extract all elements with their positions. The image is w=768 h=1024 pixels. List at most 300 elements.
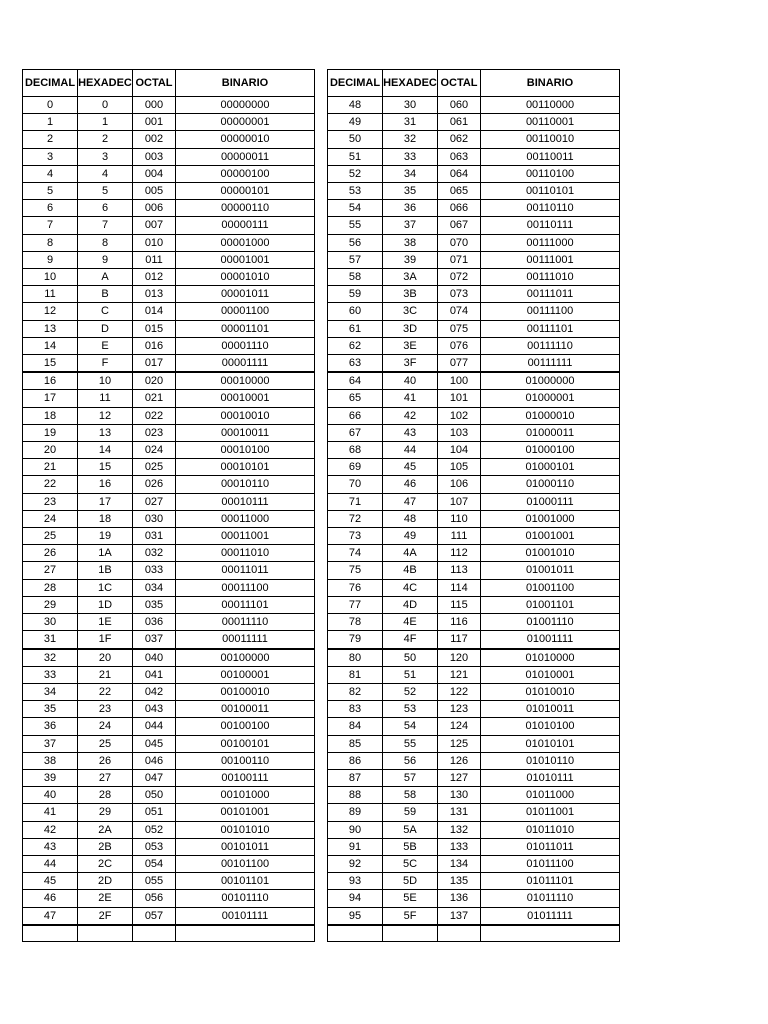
cell-octal: 022 xyxy=(133,407,176,424)
cell-decimal: 45 xyxy=(23,873,78,890)
table-row xyxy=(23,372,315,390)
cell-octal: 075 xyxy=(438,320,481,337)
cell-octal: 122 xyxy=(438,683,481,700)
cell-octal: 123 xyxy=(438,701,481,718)
cell-decimal: 66 xyxy=(328,407,383,424)
cell-octal: 073 xyxy=(438,286,481,303)
cell-binario: 00011111 xyxy=(176,631,315,649)
cell-decimal: 6 xyxy=(23,200,78,217)
cell-hexadec: 56 xyxy=(383,752,438,769)
cell-hexadec: 50 xyxy=(383,649,438,667)
table-row xyxy=(23,355,315,373)
cell-hexadec: 3D xyxy=(383,320,438,337)
cell-hexadec: 46 xyxy=(383,476,438,493)
table-row xyxy=(328,907,620,925)
cell-hexadec: 45 xyxy=(383,459,438,476)
cell-binario: 01010011 xyxy=(481,701,620,718)
cell-decimal: 27 xyxy=(23,562,78,579)
cell-binario: 01010010 xyxy=(481,683,620,700)
cell-octal: 043 xyxy=(133,701,176,718)
table-row xyxy=(328,631,620,649)
cell-hexadec: 2D xyxy=(78,873,133,890)
cell-binario: 00101101 xyxy=(176,873,315,890)
cell-decimal: 14 xyxy=(23,337,78,354)
cell-octal: 121 xyxy=(438,666,481,683)
cell-octal: 103 xyxy=(438,424,481,441)
table-row xyxy=(328,804,620,821)
cell-binario: 01011111 xyxy=(481,907,620,925)
cell-hexadec: 22 xyxy=(78,683,133,700)
cell-octal: 101 xyxy=(438,390,481,407)
cell-hexadec: 48 xyxy=(383,510,438,527)
cell-hexadec: 2 xyxy=(78,131,133,148)
cell-binario: 01000011 xyxy=(481,424,620,441)
table-row xyxy=(328,528,620,545)
cell-hexadec: 1B xyxy=(78,562,133,579)
table-row xyxy=(328,424,620,441)
cell-octal: 027 xyxy=(133,493,176,510)
cell-octal: 133 xyxy=(438,838,481,855)
cell-binario: 00101111 xyxy=(176,907,315,925)
cell-octal: 032 xyxy=(133,545,176,562)
header-row xyxy=(328,70,620,97)
cell-decimal: 47 xyxy=(23,907,78,925)
cell-decimal: 25 xyxy=(23,528,78,545)
table-row xyxy=(23,631,315,649)
cell-decimal: 28 xyxy=(23,579,78,596)
cell-octal: 054 xyxy=(133,855,176,872)
cell-binario: 01001001 xyxy=(481,528,620,545)
cell-binario: 01011011 xyxy=(481,838,620,855)
header-hexadec: HEXADEC xyxy=(383,70,438,97)
table-row xyxy=(328,614,620,631)
cell-binario: 01010001 xyxy=(481,666,620,683)
cell-binario: 01011010 xyxy=(481,821,620,838)
cell-hexadec: 16 xyxy=(78,476,133,493)
cell-decimal: 59 xyxy=(328,286,383,303)
header-decimal: DECIMAL xyxy=(23,70,78,97)
table-row xyxy=(23,804,315,821)
cell-binario: 00000110 xyxy=(176,200,315,217)
blank-cell xyxy=(438,925,481,942)
cell-binario: 00000010 xyxy=(176,131,315,148)
cell-hexadec: 5B xyxy=(383,838,438,855)
cell-binario: 00000100 xyxy=(176,165,315,182)
cell-octal: 100 xyxy=(438,372,481,390)
cell-octal: 034 xyxy=(133,579,176,596)
cell-octal: 132 xyxy=(438,821,481,838)
cell-octal: 061 xyxy=(438,114,481,131)
cell-binario: 01000110 xyxy=(481,476,620,493)
cell-decimal: 85 xyxy=(328,735,383,752)
cell-decimal: 69 xyxy=(328,459,383,476)
cell-octal: 104 xyxy=(438,442,481,459)
cell-decimal: 56 xyxy=(328,234,383,251)
cell-decimal: 4 xyxy=(23,165,78,182)
cell-octal: 006 xyxy=(133,200,176,217)
cell-decimal: 52 xyxy=(328,165,383,182)
cell-hexadec: B xyxy=(78,286,133,303)
cell-decimal: 60 xyxy=(328,303,383,320)
cell-hexadec: 30 xyxy=(383,97,438,114)
cell-binario: 00001000 xyxy=(176,234,315,251)
cell-decimal: 34 xyxy=(23,683,78,700)
cell-octal: 124 xyxy=(438,718,481,735)
cell-binario: 00010111 xyxy=(176,493,315,510)
table-row xyxy=(23,821,315,838)
table-row xyxy=(328,251,620,268)
cell-binario: 00010010 xyxy=(176,407,315,424)
cell-decimal: 82 xyxy=(328,683,383,700)
cell-decimal: 49 xyxy=(328,114,383,131)
cell-hexadec: 4C xyxy=(383,579,438,596)
header-decimal: DECIMAL xyxy=(328,70,383,97)
cell-decimal: 21 xyxy=(23,459,78,476)
cell-decimal: 30 xyxy=(23,614,78,631)
cell-octal: 020 xyxy=(133,372,176,390)
cell-octal: 137 xyxy=(438,907,481,925)
table-row xyxy=(23,614,315,631)
cell-decimal: 13 xyxy=(23,320,78,337)
cell-binario: 00011001 xyxy=(176,528,315,545)
blank-cell xyxy=(23,925,78,942)
cell-decimal: 93 xyxy=(328,873,383,890)
cell-binario: 00101010 xyxy=(176,821,315,838)
cell-hexadec: 3E xyxy=(383,337,438,354)
cell-binario: 00110000 xyxy=(481,97,620,114)
cell-hexadec: 52 xyxy=(383,683,438,700)
cell-hexadec: 41 xyxy=(383,390,438,407)
cell-hexadec: 2B xyxy=(78,838,133,855)
cell-binario: 01010110 xyxy=(481,752,620,769)
cell-hexadec: 47 xyxy=(383,493,438,510)
cell-binario: 01000010 xyxy=(481,407,620,424)
blank-row xyxy=(328,925,620,942)
cell-octal: 044 xyxy=(133,718,176,735)
cell-decimal: 89 xyxy=(328,804,383,821)
cell-binario: 00110011 xyxy=(481,148,620,165)
cell-decimal: 62 xyxy=(328,337,383,354)
cell-octal: 012 xyxy=(133,269,176,286)
cell-hexadec: 8 xyxy=(78,234,133,251)
table-row xyxy=(23,424,315,441)
cell-decimal: 24 xyxy=(23,510,78,527)
cell-octal: 071 xyxy=(438,251,481,268)
cell-decimal: 75 xyxy=(328,562,383,579)
cell-decimal: 80 xyxy=(328,649,383,667)
cell-decimal: 31 xyxy=(23,631,78,649)
table-row xyxy=(328,510,620,527)
cell-hexadec: 54 xyxy=(383,718,438,735)
table-row xyxy=(23,320,315,337)
cell-decimal: 58 xyxy=(328,269,383,286)
cell-decimal: 90 xyxy=(328,821,383,838)
cell-decimal: 94 xyxy=(328,890,383,907)
cell-binario: 00110100 xyxy=(481,165,620,182)
cell-binario: 00001001 xyxy=(176,251,315,268)
cell-decimal: 51 xyxy=(328,148,383,165)
cell-binario: 00000011 xyxy=(176,148,315,165)
cell-binario: 01000101 xyxy=(481,459,620,476)
cell-hexadec: 28 xyxy=(78,787,133,804)
table-row xyxy=(328,855,620,872)
cell-hexadec: 43 xyxy=(383,424,438,441)
cell-decimal: 1 xyxy=(23,114,78,131)
table-row xyxy=(23,390,315,407)
table-row xyxy=(328,787,620,804)
cell-hexadec: 3A xyxy=(383,269,438,286)
table-row xyxy=(23,251,315,268)
cell-binario: 00000001 xyxy=(176,114,315,131)
cell-binario: 01001010 xyxy=(481,545,620,562)
cell-decimal: 46 xyxy=(23,890,78,907)
cell-decimal: 22 xyxy=(23,476,78,493)
cell-decimal: 53 xyxy=(328,183,383,200)
blank-cell xyxy=(176,925,315,942)
cell-hexadec: F xyxy=(78,355,133,373)
cell-octal: 115 xyxy=(438,596,481,613)
cell-binario: 00011101 xyxy=(176,596,315,613)
cell-hexadec: 1C xyxy=(78,579,133,596)
cell-decimal: 8 xyxy=(23,234,78,251)
cell-binario: 00101000 xyxy=(176,787,315,804)
cell-octal: 064 xyxy=(438,165,481,182)
cell-binario: 00001010 xyxy=(176,269,315,286)
cell-octal: 076 xyxy=(438,337,481,354)
cell-binario: 00010000 xyxy=(176,372,315,390)
cell-decimal: 18 xyxy=(23,407,78,424)
cell-octal: 051 xyxy=(133,804,176,821)
table-row xyxy=(328,683,620,700)
table-row xyxy=(23,528,315,545)
cell-hexadec: 39 xyxy=(383,251,438,268)
cell-binario: 00000000 xyxy=(176,97,315,114)
cell-octal: 106 xyxy=(438,476,481,493)
cell-hexadec: 37 xyxy=(383,217,438,234)
table-row xyxy=(328,355,620,373)
table-row xyxy=(328,476,620,493)
cell-octal: 050 xyxy=(133,787,176,804)
cell-binario: 00011100 xyxy=(176,579,315,596)
cell-decimal: 38 xyxy=(23,752,78,769)
cell-decimal: 57 xyxy=(328,251,383,268)
cell-octal: 037 xyxy=(133,631,176,649)
cell-hexadec: 10 xyxy=(78,372,133,390)
cell-hexadec: 5C xyxy=(383,855,438,872)
cell-hexadec: 38 xyxy=(383,234,438,251)
cell-hexadec: E xyxy=(78,337,133,354)
table-row xyxy=(23,114,315,131)
cell-octal: 052 xyxy=(133,821,176,838)
cell-hexadec: 23 xyxy=(78,701,133,718)
header-binario: BINARIO xyxy=(481,70,620,97)
cell-decimal: 20 xyxy=(23,442,78,459)
cell-hexadec: 53 xyxy=(383,701,438,718)
cell-hexadec: 3B xyxy=(383,286,438,303)
table-row xyxy=(23,337,315,354)
cell-decimal: 74 xyxy=(328,545,383,562)
table-row xyxy=(23,649,315,667)
cell-octal: 021 xyxy=(133,390,176,407)
cell-binario: 00010100 xyxy=(176,442,315,459)
cell-octal: 105 xyxy=(438,459,481,476)
cell-binario: 01000100 xyxy=(481,442,620,459)
cell-decimal: 73 xyxy=(328,528,383,545)
cell-hexadec: 24 xyxy=(78,718,133,735)
table-row xyxy=(328,407,620,424)
cell-hexadec: 5D xyxy=(383,873,438,890)
cell-binario: 00111001 xyxy=(481,251,620,268)
table-row xyxy=(328,390,620,407)
table-row xyxy=(23,200,315,217)
cell-hexadec: 32 xyxy=(383,131,438,148)
cell-decimal: 33 xyxy=(23,666,78,683)
cell-hexadec: 2E xyxy=(78,890,133,907)
table-row xyxy=(328,165,620,182)
cell-binario: 00111010 xyxy=(481,269,620,286)
cell-binario: 00110010 xyxy=(481,131,620,148)
table-row xyxy=(23,666,315,683)
cell-binario: 00111101 xyxy=(481,320,620,337)
cell-octal: 000 xyxy=(133,97,176,114)
cell-octal: 130 xyxy=(438,787,481,804)
table-row xyxy=(23,303,315,320)
cell-binario: 00100110 xyxy=(176,752,315,769)
cell-decimal: 41 xyxy=(23,804,78,821)
table-row xyxy=(328,701,620,718)
table-row xyxy=(328,579,620,596)
cell-octal: 003 xyxy=(133,148,176,165)
table-row xyxy=(23,873,315,890)
cell-decimal: 5 xyxy=(23,183,78,200)
table-row xyxy=(328,649,620,667)
table-row xyxy=(23,838,315,855)
cell-decimal: 0 xyxy=(23,97,78,114)
cell-octal: 125 xyxy=(438,735,481,752)
cell-binario: 01011101 xyxy=(481,873,620,890)
cell-octal: 060 xyxy=(438,97,481,114)
cell-decimal: 70 xyxy=(328,476,383,493)
cell-binario: 00010011 xyxy=(176,424,315,441)
cell-octal: 135 xyxy=(438,873,481,890)
cell-decimal: 7 xyxy=(23,217,78,234)
table-row xyxy=(328,442,620,459)
cell-decimal: 42 xyxy=(23,821,78,838)
cell-decimal: 23 xyxy=(23,493,78,510)
table-row xyxy=(23,183,315,200)
cell-octal: 117 xyxy=(438,631,481,649)
cell-decimal: 54 xyxy=(328,200,383,217)
conversion-table-right xyxy=(327,69,620,942)
table-row xyxy=(328,337,620,354)
cell-binario: 00111011 xyxy=(481,286,620,303)
cell-decimal: 92 xyxy=(328,855,383,872)
cell-octal: 040 xyxy=(133,649,176,667)
cell-binario: 00111100 xyxy=(481,303,620,320)
cell-hexadec: 27 xyxy=(78,769,133,786)
cell-hexadec: 1A xyxy=(78,545,133,562)
cell-binario: 01001011 xyxy=(481,562,620,579)
cell-hexadec: 3 xyxy=(78,148,133,165)
cell-octal: 111 xyxy=(438,528,481,545)
cell-hexadec: 14 xyxy=(78,442,133,459)
cell-octal: 016 xyxy=(133,337,176,354)
cell-octal: 134 xyxy=(438,855,481,872)
table-row xyxy=(23,562,315,579)
cell-octal: 067 xyxy=(438,217,481,234)
cell-binario: 00010101 xyxy=(176,459,315,476)
conversion-table-left xyxy=(22,69,315,942)
table-row xyxy=(23,579,315,596)
cell-octal: 110 xyxy=(438,510,481,527)
table-row xyxy=(328,596,620,613)
cell-binario: 01010111 xyxy=(481,769,620,786)
cell-binario: 00011010 xyxy=(176,545,315,562)
cell-decimal: 61 xyxy=(328,320,383,337)
cell-hexadec: 33 xyxy=(383,148,438,165)
cell-binario: 00110001 xyxy=(481,114,620,131)
cell-octal: 031 xyxy=(133,528,176,545)
cell-binario: 00111000 xyxy=(481,234,620,251)
blank-cell xyxy=(78,925,133,942)
table-row xyxy=(23,286,315,303)
cell-hexadec: 57 xyxy=(383,769,438,786)
cell-decimal: 87 xyxy=(328,769,383,786)
cell-hexadec: 42 xyxy=(383,407,438,424)
table-row xyxy=(328,286,620,303)
cell-binario: 00101001 xyxy=(176,804,315,821)
blank-cell xyxy=(328,925,383,942)
cell-decimal: 16 xyxy=(23,372,78,390)
cell-binario: 01011100 xyxy=(481,855,620,872)
blank-cell xyxy=(481,925,620,942)
cell-octal: 036 xyxy=(133,614,176,631)
cell-decimal: 72 xyxy=(328,510,383,527)
cell-binario: 01011000 xyxy=(481,787,620,804)
cell-decimal: 78 xyxy=(328,614,383,631)
cell-binario: 01001101 xyxy=(481,596,620,613)
cell-hexadec: 13 xyxy=(78,424,133,441)
table-row xyxy=(328,873,620,890)
table-body xyxy=(23,97,315,942)
table-row xyxy=(328,200,620,217)
header-binario: BINARIO xyxy=(176,70,315,97)
cell-binario: 01011001 xyxy=(481,804,620,821)
cell-octal: 131 xyxy=(438,804,481,821)
cell-octal: 113 xyxy=(438,562,481,579)
cell-hexadec: 4F xyxy=(383,631,438,649)
cell-octal: 072 xyxy=(438,269,481,286)
cell-octal: 035 xyxy=(133,596,176,613)
table-row xyxy=(328,148,620,165)
cell-octal: 005 xyxy=(133,183,176,200)
cell-octal: 045 xyxy=(133,735,176,752)
cell-decimal: 29 xyxy=(23,596,78,613)
cell-binario: 00001101 xyxy=(176,320,315,337)
cell-octal: 126 xyxy=(438,752,481,769)
cell-decimal: 76 xyxy=(328,579,383,596)
cell-octal: 056 xyxy=(133,890,176,907)
cell-decimal: 35 xyxy=(23,701,78,718)
cell-octal: 074 xyxy=(438,303,481,320)
header-octal: OCTAL xyxy=(438,70,481,97)
cell-decimal: 67 xyxy=(328,424,383,441)
table-row xyxy=(23,234,315,251)
cell-decimal: 26 xyxy=(23,545,78,562)
cell-decimal: 19 xyxy=(23,424,78,441)
cell-octal: 062 xyxy=(438,131,481,148)
cell-hexadec: D xyxy=(78,320,133,337)
